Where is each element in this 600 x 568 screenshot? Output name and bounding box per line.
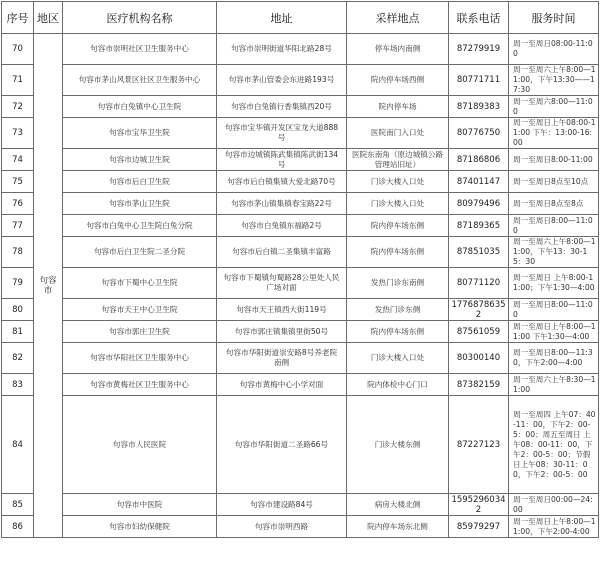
institution-name: 句容市天王中心卫生院 — [63, 299, 217, 321]
institution-name: 句容市妇幼保健院 — [63, 516, 217, 538]
sampling-site: 门诊大楼入口处 — [347, 171, 449, 193]
institution-name: 句容市茅山风景区社区卫生服务中心 — [63, 65, 217, 96]
sampling-site: 病房大楼北侧 — [347, 494, 449, 516]
service-hours: 周一至周日上午8:00—11:00，下午2:00-4:00 — [509, 516, 599, 538]
row-number: 85 — [2, 494, 34, 516]
table-body — [2, 34, 599, 538]
table-row — [2, 118, 599, 149]
institution-name: 句容市后白卫生院二圣分院 — [63, 237, 217, 268]
service-hours: 周一至周日8:00—11:30，下午2:00—4:00 — [509, 343, 599, 374]
service-hours: 周一至周日8:00-11:00 — [509, 149, 599, 171]
service-hours: 周一至周日8:00—11:00 — [509, 215, 599, 237]
service-hours: 周一至周日 上午8:00-11:00；下午1:30—4:00 — [509, 268, 599, 299]
header-site: 采样地点 — [347, 2, 449, 34]
phone-number: 87382159 — [449, 374, 509, 396]
address: 句容市白兔镇东福路2号 — [217, 215, 347, 237]
sampling-site: 停车场内南侧 — [347, 34, 449, 65]
service-hours: 周一至周六上午8:30—11:00 — [509, 374, 599, 396]
table-row — [2, 65, 599, 96]
row-number: 72 — [2, 96, 34, 118]
table-row — [2, 321, 599, 343]
service-hours: 周一至周六上午8:00—11:00，下午13:30——17:30 — [509, 65, 599, 96]
row-number: 81 — [2, 321, 34, 343]
address: 句容市后白镇集镇大爱北路70号 — [217, 171, 347, 193]
table-row — [2, 149, 599, 171]
sampling-site: 院内停车场东侧 — [347, 237, 449, 268]
sampling-site: 医院东南角（原边城镇公路管理站旧址） — [347, 149, 449, 171]
header-address: 地址 — [217, 2, 347, 34]
phone-number: 87279919 — [449, 34, 509, 65]
sampling-site: 院内停车场东侧 — [347, 321, 449, 343]
service-hours: 周一至周日8点至10点 — [509, 171, 599, 193]
institution-name: 句容市茅山卫生院 — [63, 193, 217, 215]
service-hours: 周一至周六上午8:00—11:00，下午13：30-15：30 — [509, 237, 599, 268]
phone-number: 87561059 — [449, 321, 509, 343]
address: 句容市郭庄镇集镇里街50号 — [217, 321, 347, 343]
row-number: 80 — [2, 299, 34, 321]
service-hours: 周一至周日上午08:00-11:00 下午：13:00-16:00 — [509, 118, 599, 149]
address: 句容市华阳街道二圣路66号 — [217, 396, 347, 494]
sampling-site: 发热门诊东侧 — [347, 299, 449, 321]
address: 句容市下蜀镇句蜀路28公里处人民广场对面 — [217, 268, 347, 299]
header-institution: 医疗机构名称 — [63, 2, 217, 34]
table-row — [2, 343, 599, 374]
phone-number: 87401147 — [449, 171, 509, 193]
institution-name: 句容市下蜀中心卫生院 — [63, 268, 217, 299]
table-row — [2, 215, 599, 237]
header-no: 序号 — [2, 2, 34, 34]
sampling-site: 院内体检中心门口 — [347, 374, 449, 396]
address: 句容市黄梅中心小学对面 — [217, 374, 347, 396]
phone-number: 17768786352 — [449, 299, 509, 321]
phone-number: 80771711 — [449, 65, 509, 96]
sampling-site: 门诊大楼入口处 — [347, 343, 449, 374]
sampling-site: 院内停车场东北侧 — [347, 516, 449, 538]
header-hours: 服务时间 — [509, 2, 599, 34]
row-number: 76 — [2, 193, 34, 215]
service-hours: 周一至周日8点至8点 — [509, 193, 599, 215]
table-row — [2, 396, 599, 494]
address: 句容市白兔镇行香集镇西20号 — [217, 96, 347, 118]
row-number: 83 — [2, 374, 34, 396]
phone-number: 87186806 — [449, 149, 509, 171]
table-row — [2, 494, 599, 516]
sampling-site: 发热门诊东南侧 — [347, 268, 449, 299]
phone-number: 80300140 — [449, 343, 509, 374]
institution-name: 句容市宝华卫生院 — [63, 118, 217, 149]
institution-name: 句容市华阳社区卫生服务中心 — [63, 343, 217, 374]
row-number: 71 — [2, 65, 34, 96]
sampling-site: 门诊大楼东侧 — [347, 396, 449, 494]
address: 句容市天王镇西大街119号 — [217, 299, 347, 321]
sampling-site: 医院南门入口处 — [347, 118, 449, 149]
service-hours: 周一至周日00:00—24:00 — [509, 494, 599, 516]
phone-number: 87851035 — [449, 237, 509, 268]
row-number: 73 — [2, 118, 34, 149]
service-hours: 周一至周六8:00—11:00 — [509, 96, 599, 118]
row-number: 77 — [2, 215, 34, 237]
table-row — [2, 171, 599, 193]
table-row — [2, 96, 599, 118]
table-row — [2, 193, 599, 215]
phone-number: 87227123 — [449, 396, 509, 494]
table-row — [2, 268, 599, 299]
phone-number: 85979297 — [449, 516, 509, 538]
table-row — [2, 299, 599, 321]
sampling-site: 门诊大楼入口处 — [347, 193, 449, 215]
institution-name: 句容市崇明社区卫生服务中心 — [63, 34, 217, 65]
address: 句容市华阳街道崇安路8号养老院南侧 — [217, 343, 347, 374]
institution-name: 句容市郭庄卫生院 — [63, 321, 217, 343]
row-number: 84 — [2, 396, 34, 494]
table-header — [2, 2, 599, 34]
row-number: 82 — [2, 343, 34, 374]
address: 句容市宝华镇开发区宝龙大道888号 — [217, 118, 347, 149]
service-hours: 周一至周日8:00—11:00 — [509, 299, 599, 321]
address: 句容市茅山镇集镇春宝路22号 — [217, 193, 347, 215]
table-row — [2, 34, 599, 65]
address: 句容市崇明西路 — [217, 516, 347, 538]
service-hours: 周一至周四 上午07：40-11：00，下午2：00-5：00；周五至周日 上午08：00-11：00，下午2：00-5：00；节假日上午08：30-11：00，下午2：00-5：00 — [509, 396, 599, 494]
address: 句容市崇明街道华阳北路28号 — [217, 34, 347, 65]
testing-sites-table — [1, 1, 599, 538]
header-phone: 联系电话 — [449, 2, 509, 34]
phone-number: 80979496 — [449, 193, 509, 215]
phone-number: 15952960342 — [449, 494, 509, 516]
table-row — [2, 374, 599, 396]
row-number: 75 — [2, 171, 34, 193]
institution-name: 句容市白兔中心卫生院白兔分院 — [63, 215, 217, 237]
phone-number: 80776750 — [449, 118, 509, 149]
phone-number: 80771120 — [449, 268, 509, 299]
institution-name: 句容市边城卫生院 — [63, 149, 217, 171]
row-number: 74 — [2, 149, 34, 171]
address: 句容市后白镇二圣集镇丰富路 — [217, 237, 347, 268]
row-number: 70 — [2, 34, 34, 65]
table-row — [2, 237, 599, 268]
institution-name: 句容市白兔镇中心卫生院 — [63, 96, 217, 118]
institution-name: 句容市人民医院 — [63, 396, 217, 494]
phone-number: 87189365 — [449, 215, 509, 237]
header-district: 地区 — [34, 2, 63, 34]
institution-name: 句容市后白卫生院 — [63, 171, 217, 193]
sampling-site: 院内停车场西侧 — [347, 65, 449, 96]
row-number: 78 — [2, 237, 34, 268]
address: 句容市建设路84号 — [217, 494, 347, 516]
district-cell: 句容市 — [34, 34, 63, 538]
row-number: 79 — [2, 268, 34, 299]
sampling-site: 院内停车场东侧 — [347, 215, 449, 237]
service-hours: 周一至周日上午8:00—11:00 下午1:30—4:00 — [509, 321, 599, 343]
phone-number: 87189383 — [449, 96, 509, 118]
address: 句容市茅山管委会东进路193号 — [217, 65, 347, 96]
sampling-site: 院内停车场 — [347, 96, 449, 118]
row-number: 86 — [2, 516, 34, 538]
table-row — [2, 516, 599, 538]
institution-name: 句容市黄梅社区卫生服务中心 — [63, 374, 217, 396]
service-hours: 周一至周日08:00-11:00 — [509, 34, 599, 65]
address: 句容市边城镇陈武集镇陈武街134号 — [217, 149, 347, 171]
institution-name: 句容市中医院 — [63, 494, 217, 516]
